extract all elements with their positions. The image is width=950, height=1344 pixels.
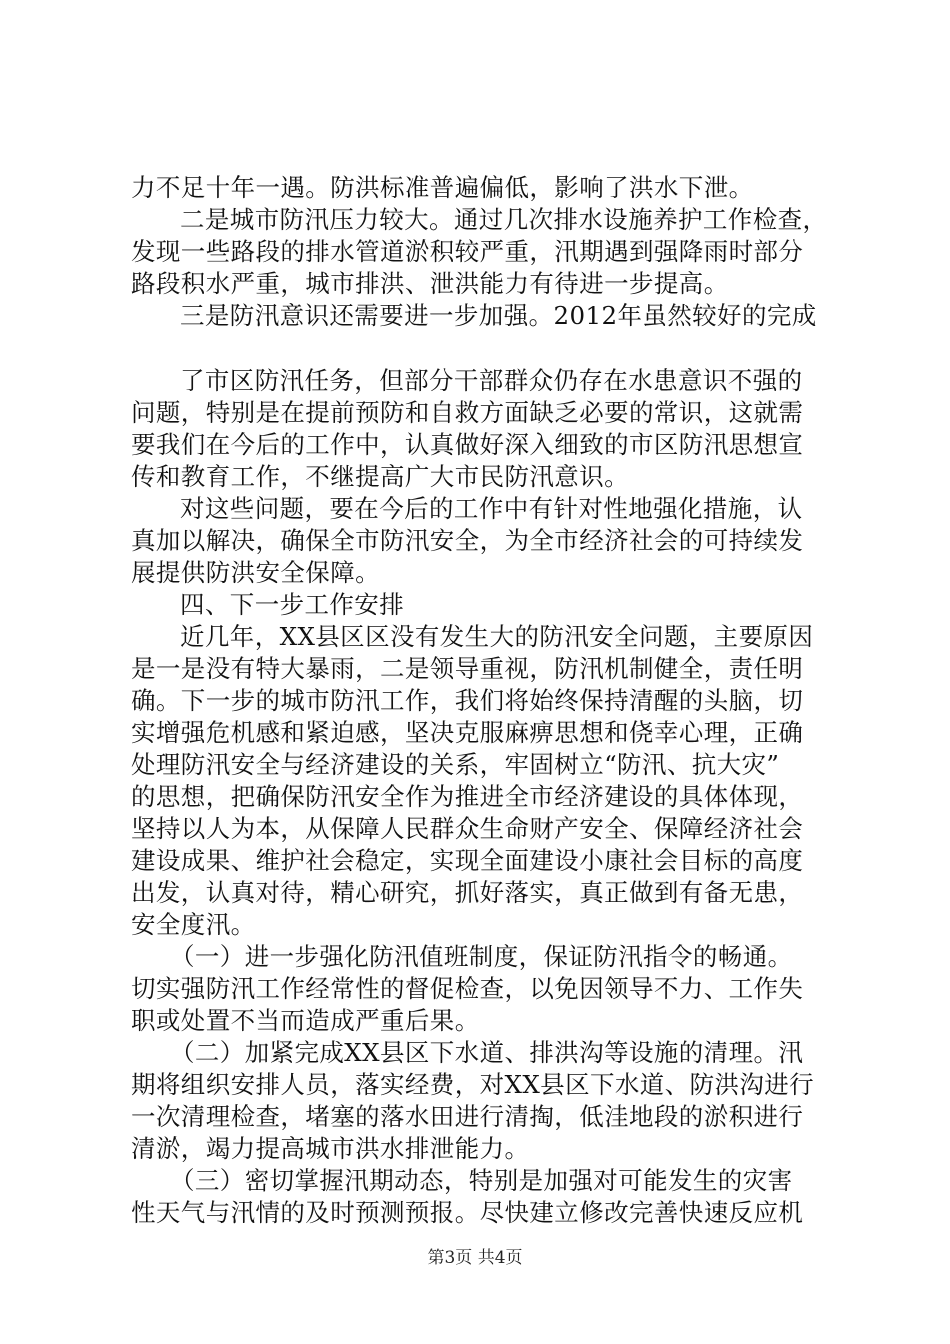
text-line: 路段积水严重，城市排洪、泄洪能力有待进一步提高。: [131, 269, 729, 298]
text-line: 建设成果、维护社会稳定，实现全面建设小康社会目标的高度: [131, 846, 804, 875]
text-line: 展提供防洪安全保障。: [131, 558, 380, 587]
text-line: （三）密切掌握汛期动态，特别是加强对可能发生的灾害: [170, 1166, 793, 1195]
text-line: 近几年，XX县区区没有发生大的防汛安全问题，主要原因: [180, 622, 814, 651]
text-line: 出发，认真对待，精心研究，抓好落实，真正做到有备无患，: [131, 878, 804, 907]
text-line: 安全度汛。: [131, 910, 256, 939]
text-line: 是一是没有特大暴雨，二是领导重视，防汛机制健全，责任明: [131, 654, 804, 683]
text-line: 实增强危机感和紧迫感，坚决克服麻痹思想和侥幸心理，正确: [131, 718, 804, 747]
text-line: 职或处置不当而造成严重后果。: [131, 1006, 480, 1035]
text-line: 处理防汛安全与经济建设的关系，牢固树立“防汛、抗大灾”: [131, 750, 780, 779]
text-line: 切实强防汛工作经常性的督促检查，以免因领导不力、工作失: [131, 974, 804, 1003]
section-heading: 四、下一步工作安排: [180, 590, 405, 619]
text-line: 了市区防汛任务，但部分干部群众仍存在水患意识不强的: [180, 366, 803, 395]
text-line: 清淤，竭力提高城市洪水排泄能力。: [131, 1134, 530, 1163]
text-line: 性天气与汛情的及时预测预报。尽快建立修改完善快速反应机: [131, 1198, 804, 1227]
text-line: 力不足十年一遇。防洪标准普遍偏低，影响了洪水下泄。: [131, 173, 754, 202]
text-line: 真加以解决，确保全市防汛安全，为全市经济社会的可持续发: [131, 526, 804, 555]
text-line: 三是防汛意识还需要进一步加强。2012年虽然较好的完成: [180, 301, 817, 330]
page-footer: 第3页 共4页: [427, 1248, 523, 1268]
text-line: 发现一些路段的排水管道淤积较严重，汛期遇到强降雨时部分: [131, 237, 804, 266]
text-line: 确。下一步的城市防汛工作，我们将始终保持清醒的头脑，切: [131, 686, 804, 715]
text-line: 对这些问题，要在今后的工作中有针对性地强化措施，认: [180, 494, 803, 523]
text-line: 坚持以人为本，从保障人民群众生命财产安全、保障经济社会: [131, 814, 804, 843]
text-line: 问题，特别是在提前预防和自救方面缺乏必要的常识，这就需: [131, 398, 804, 427]
text-line: 一次清理检查，堵塞的落水田进行清掏，低洼地段的淤积进行: [131, 1102, 804, 1131]
text-line: （二）加紧完成XX县区下水道、排洪沟等设施的清理。汛: [170, 1038, 804, 1067]
text-line: 期将组织安排人员，落实经费，对XX县区下水道、防洪沟进行: [131, 1070, 815, 1099]
text-line: 传和教育工作，不继提高广大市民防汛意识。: [131, 462, 629, 491]
text-line: 二是城市防汛压力较大。通过几次排水设施养护工作检查，: [180, 205, 828, 234]
text-line: 要我们在今后的工作中，认真做好深入细致的市区防汛思想宣: [131, 430, 804, 459]
text-line: （一）进一步强化防汛值班制度，保证防汛指令的畅通。: [170, 942, 793, 971]
text-line: 的思想，把确保防汛安全作为推进全市经济建设的具体体现，: [131, 782, 804, 811]
